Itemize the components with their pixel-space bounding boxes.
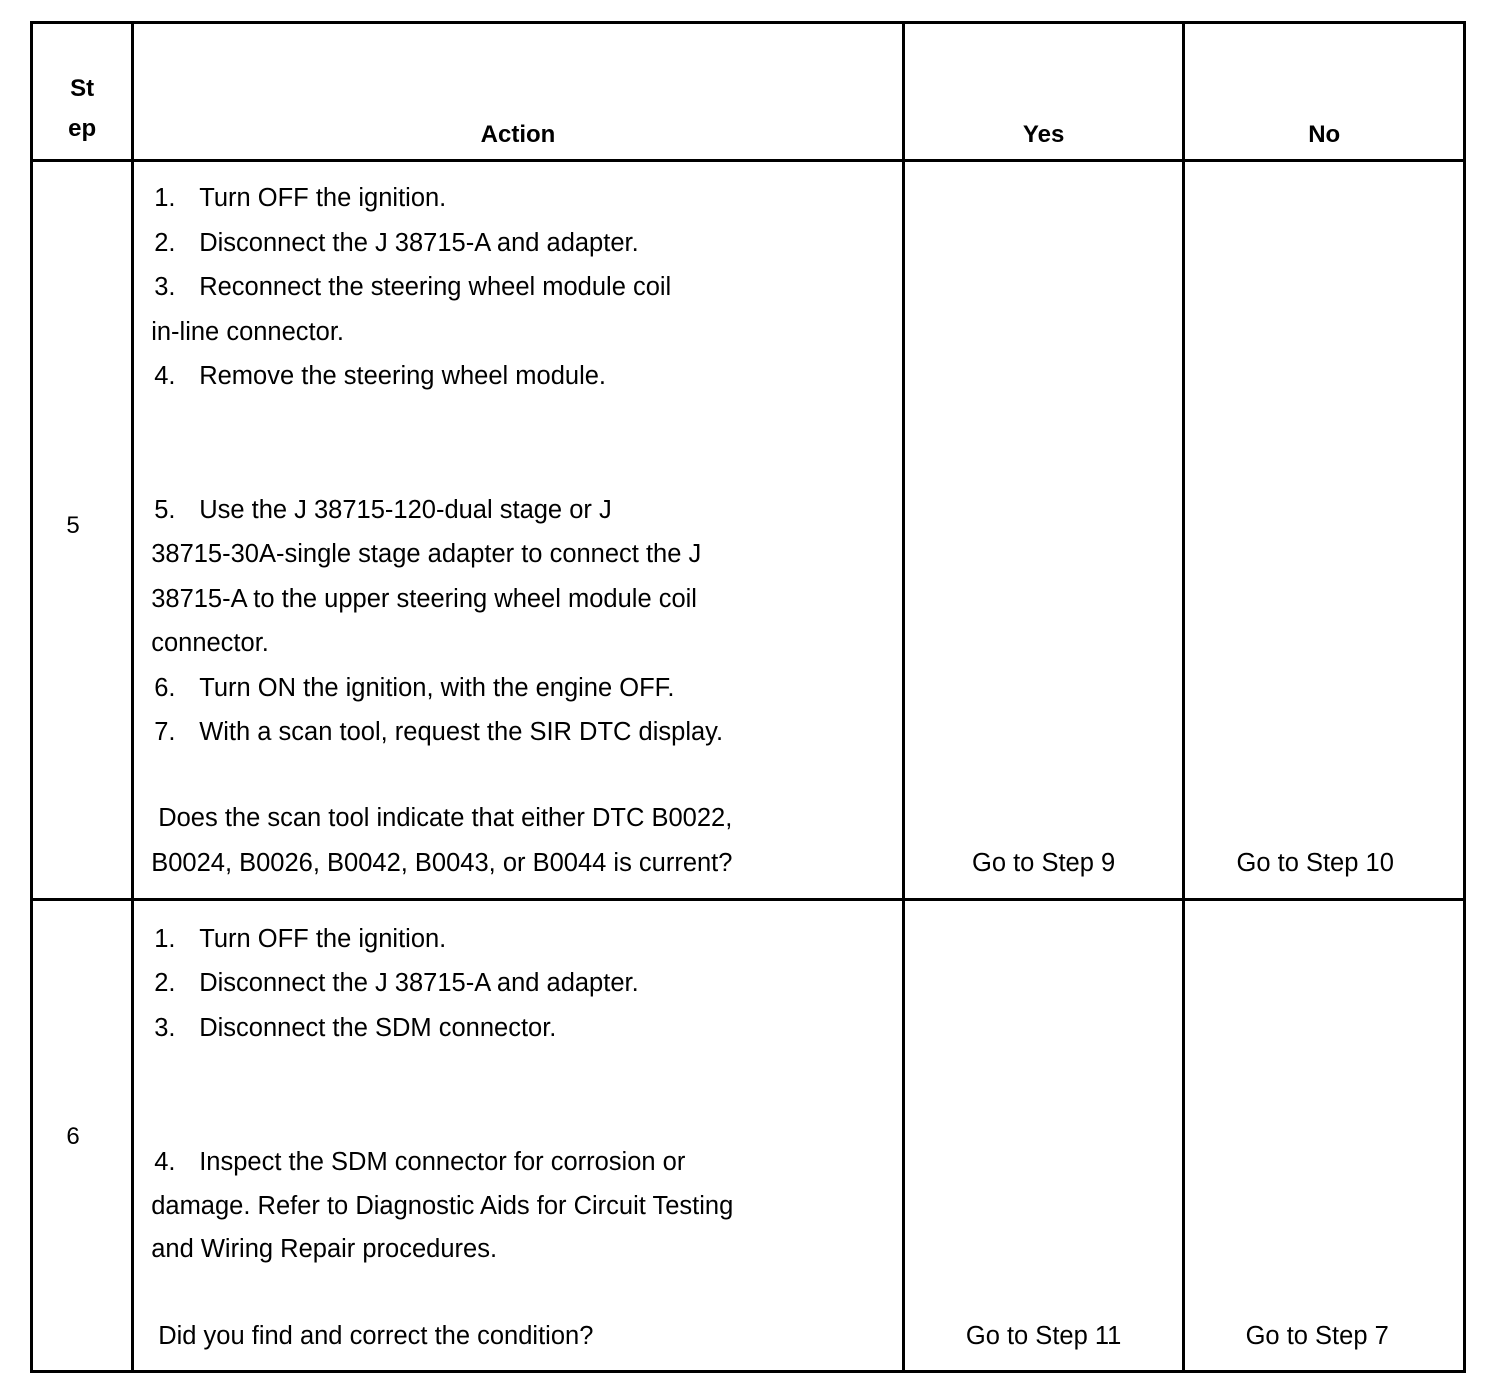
action-step-line [151, 494, 612, 526]
step-number: 5 [66, 512, 80, 539]
step-item-number: 5. [154, 496, 176, 524]
step-item-text: Remove the steering wheel module. [199, 362, 607, 390]
action-step-line [151, 923, 446, 955]
step-item-number: 6. [154, 674, 176, 702]
step-column-header [32, 23, 133, 161]
step-item-number: 1. [154, 184, 176, 212]
step-header-line2: ep [68, 115, 97, 142]
step-item-text: Reconnect the steering wheel module coil [199, 273, 672, 301]
step-header-line1: St [70, 75, 95, 102]
action-step-line [151, 182, 446, 214]
step-number: 6 [66, 1122, 80, 1150]
no-column-header: No [1184, 23, 1465, 161]
action-cell [133, 161, 904, 900]
yes-result: Go to Step 11 [965, 1321, 1122, 1350]
action-cell [133, 899, 904, 1371]
action-step-line [151, 1012, 556, 1044]
action-step-line [151, 271, 671, 303]
step-item-text: Turn OFF the ignition. [199, 184, 447, 212]
step-item-number: 2. [154, 229, 176, 257]
step-item-number: 7. [154, 718, 176, 746]
action-question-line: Does the scan tool indicate that either DTC B0022, [158, 804, 733, 832]
step-item-text: With a scan tool, request the SIR DTC display. [199, 718, 724, 746]
no-result: Go to Step 10 [1236, 849, 1394, 877]
action-step-continuation: 38715-A to the upper steering wheel module coil [151, 585, 697, 613]
step-cell [32, 899, 133, 1371]
step-item-number: 3. [154, 273, 176, 301]
action-step-line [151, 716, 723, 748]
table-row-step-6 [32, 899, 1465, 1371]
action-step-continuation: connector. [151, 629, 269, 657]
no-result: Go to Step 7 [1245, 1321, 1389, 1350]
action-question-line: B0024, B0026, B0042, B0043, or B0044 is current? [151, 849, 733, 877]
step-item-number: 3. [154, 1013, 176, 1042]
no-cell [1184, 161, 1465, 900]
step-item-text: Turn ON the ignition, with the engine OFF. [199, 674, 675, 702]
action-step-continuation: in-line connector. [151, 318, 344, 346]
step-item-text: Disconnect the J 38715-A and adapter. [199, 229, 639, 257]
step-item-text: Disconnect the SDM connector. [199, 1013, 557, 1042]
step-item-text: Use the J 38715-120-dual stage or J [199, 496, 612, 524]
yes-cell [903, 161, 1184, 900]
action-step-line [151, 360, 606, 392]
diagnostic-table [30, 21, 1466, 1373]
step-item-text: Turn OFF the ignition. [199, 924, 447, 953]
action-question-line: Did you find and correct the condition? [158, 1321, 594, 1350]
step-item-number: 2. [154, 968, 176, 997]
step-item-number: 1. [154, 924, 176, 953]
table-row-step-5 [32, 161, 1465, 900]
no-cell [1184, 899, 1465, 1371]
step-item-text: Inspect the SDM connector for corrosion or [199, 1147, 686, 1176]
step-item-number: 4. [154, 362, 176, 390]
action-step-line [151, 967, 638, 999]
yes-cell [903, 899, 1184, 1371]
action-step-continuation: damage. Refer to Diagnostic Aids for Circuit Testing [151, 1191, 734, 1220]
action-step-line [151, 672, 674, 704]
action-step-line [151, 1146, 685, 1178]
yes-column-header: Yes [903, 23, 1184, 161]
step-item-text: Disconnect the J 38715-A and adapter. [199, 968, 639, 997]
action-step-continuation: and Wiring Repair procedures. [151, 1234, 498, 1263]
header-row [32, 23, 1465, 161]
yes-result: Go to Step 9 [972, 849, 1116, 877]
step-item-number: 4. [154, 1147, 176, 1176]
action-step-line [151, 227, 638, 259]
action-column-header: Action [133, 23, 904, 161]
step-cell [32, 161, 133, 900]
action-step-continuation: 38715-30A-single stage adapter to connect the J [151, 540, 702, 568]
